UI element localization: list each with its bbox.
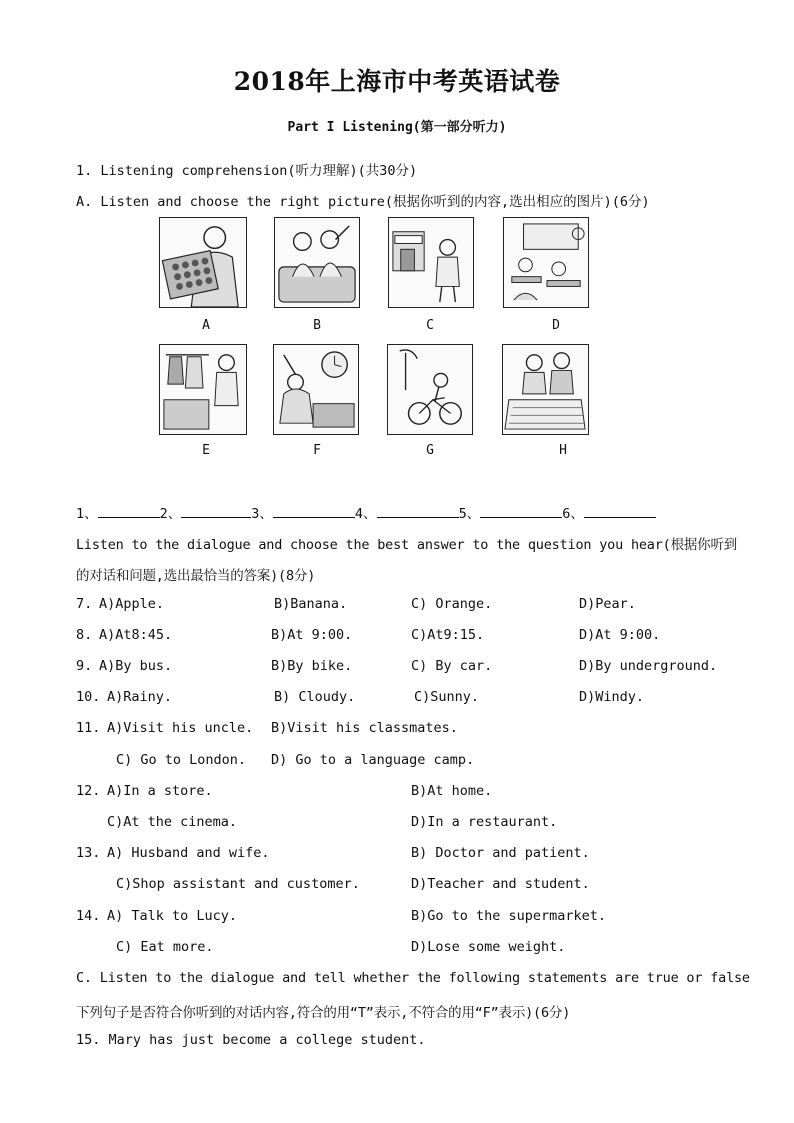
option-a[interactable]: A) Husband and wife. <box>107 845 270 861</box>
picture-label-c: C <box>426 318 434 333</box>
picture-d <box>503 217 589 308</box>
option-a[interactable]: A)Apple. <box>99 596 165 612</box>
section-c-heading-line1: C. Listen to the dialogue and tell whether the following statements are true or false <box>76 970 750 986</box>
answer-blank-6[interactable] <box>584 503 656 518</box>
picture-label-d: D <box>552 318 560 333</box>
question-15: 15. Mary has just become a college student. <box>76 1032 426 1048</box>
section-b-heading-line2: 的对话和问题,选出最恰当的答案)(8分) <box>76 568 316 584</box>
blank-label-3: 3、 <box>251 506 273 522</box>
woman-waving-clock-icon <box>274 345 358 434</box>
page-title: 2018年上海市中考英语试卷 <box>233 67 561 96</box>
option-a[interactable]: A) Talk to Lucy. <box>107 908 238 924</box>
section-b-heading-line1: Listen to the dialogue and choose the best answer to the question you hear(根据你听到 <box>76 537 738 553</box>
girl-at-market-icon <box>389 218 473 307</box>
picture-c <box>388 217 474 308</box>
option-d[interactable]: D)Lose some weight. <box>411 939 566 955</box>
option-b[interactable]: B)At 9:00. <box>271 627 353 643</box>
picture-label-e: E <box>202 443 210 458</box>
option-d[interactable]: D)Pear. <box>579 596 636 612</box>
option-d[interactable]: D) Go to a language camp. <box>271 752 475 768</box>
answer-blank-3[interactable] <box>273 503 355 518</box>
option-b[interactable]: B) Doctor and patient. <box>411 845 590 861</box>
blank-label-4: 4、 <box>354 506 377 522</box>
option-b[interactable]: B)Visit his classmates. <box>271 720 458 736</box>
answer-blank-4[interactable] <box>377 503 459 518</box>
clothes-shop-icon <box>160 345 246 434</box>
picture-label-f: F <box>313 443 321 458</box>
part-title: Part I Listening(第一部分听力) <box>287 120 507 135</box>
option-a[interactable]: A)At8:45. <box>99 627 173 643</box>
question-number: 8. <box>76 627 93 643</box>
picture-f <box>273 344 359 435</box>
answer-blank-2[interactable] <box>181 503 251 518</box>
option-a[interactable]: A)By bus. <box>99 658 173 674</box>
blank-label-1: 1、 <box>76 506 98 522</box>
option-c[interactable]: C) Eat more. <box>116 939 214 955</box>
option-b[interactable]: B)By bike. <box>271 658 353 674</box>
question-number: 13. <box>76 845 101 861</box>
blank-label-2: 2、 <box>159 506 182 522</box>
picture-b <box>274 217 360 308</box>
section-1-heading: 1. Listening comprehension(听力理解)(共30分) <box>76 163 418 179</box>
picture-e <box>159 344 247 435</box>
question-number: 14. <box>76 908 101 924</box>
question-number: 7. <box>76 596 93 612</box>
option-d[interactable]: D)Windy. <box>579 689 645 705</box>
blank-label-6: 6、 <box>562 506 584 522</box>
picture-g <box>387 344 473 435</box>
option-c[interactable]: C)Sunny. <box>414 689 480 705</box>
option-c[interactable]: C) Go to London. <box>116 752 247 768</box>
answer-blanks-row <box>76 502 656 522</box>
option-a[interactable]: A)Rainy. <box>107 689 173 705</box>
picture-label-b: B <box>313 318 321 333</box>
question-number: 12. <box>76 783 101 799</box>
option-b[interactable]: B) Cloudy. <box>274 689 356 705</box>
option-c[interactable]: C) By car. <box>411 658 493 674</box>
option-d[interactable]: D)At 9:00. <box>579 627 661 643</box>
picture-h <box>502 344 589 435</box>
picnic-icon <box>503 345 588 434</box>
option-a[interactable]: A)In a store. <box>107 783 213 799</box>
option-b[interactable]: B)Go to the supermarket. <box>411 908 607 924</box>
option-c[interactable]: C)At9:15. <box>411 627 485 643</box>
boy-on-bicycle-icon <box>388 345 472 434</box>
option-b[interactable]: B)At home. <box>411 783 493 799</box>
option-d[interactable]: D)In a restaurant. <box>411 814 558 830</box>
option-c[interactable]: C)Shop assistant and customer. <box>116 876 360 892</box>
family-sofa-icon <box>275 218 359 307</box>
option-c[interactable]: C)At the cinema. <box>107 814 238 830</box>
classroom-icon <box>504 218 588 307</box>
question-number: 9. <box>76 658 93 674</box>
option-d[interactable]: D)Teacher and student. <box>411 876 590 892</box>
option-a[interactable]: A)Visit his uncle. <box>107 720 254 736</box>
picture-a <box>159 217 247 308</box>
answer-blank-1[interactable] <box>98 503 160 518</box>
picture-label-g: G <box>426 443 434 458</box>
answer-blank-5[interactable] <box>480 503 562 518</box>
question-number: 11. <box>76 720 101 736</box>
blank-label-5: 5、 <box>458 506 481 522</box>
question-number: 10. <box>76 689 101 705</box>
option-d[interactable]: D)By underground. <box>579 658 718 674</box>
section-a-heading: A. Listen and choose the right picture(根据你听到的内容,选出相应的图片)(6分) <box>76 194 650 210</box>
option-c[interactable]: C) Orange. <box>411 596 493 612</box>
baker-with-tray-icon <box>160 218 246 307</box>
picture-label-h: H <box>559 443 567 458</box>
section-c-heading-line2: 下列句子是否符合你听到的对话内容,符合的用“T”表示,不符合的用“F”表示)(6分) <box>76 1005 571 1021</box>
picture-label-a: A <box>202 318 210 333</box>
option-b[interactable]: B)Banana. <box>274 596 348 612</box>
